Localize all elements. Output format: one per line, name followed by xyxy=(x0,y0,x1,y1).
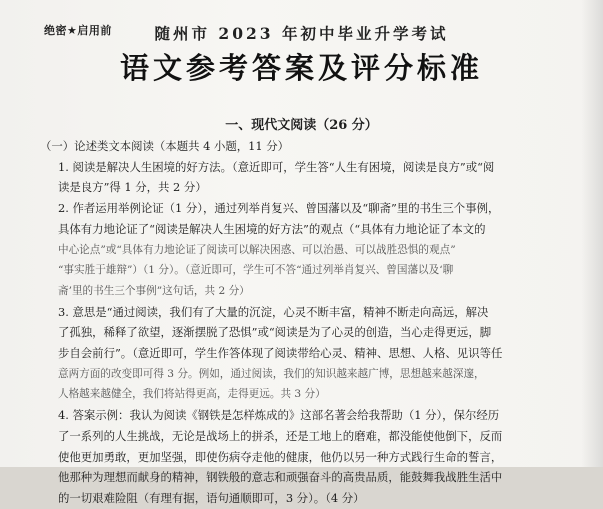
answer-2-line-3: 中心论点”或“具体有力地论证了阅读可以解决困惑、可以治愚、可以战胜恐惧的观点” xyxy=(58,243,456,256)
answer-3-line-3: 步自会前行”。（意近即可，学生作答体现了阅读带给心灵、精神、思想、人格、见识等任 xyxy=(58,346,503,361)
document-title: 语文参考答案及评分标准 xyxy=(119,51,483,85)
subsection-heading: （一）论述类文本阅读（本题共 4 小题，11 分） xyxy=(40,139,290,153)
answer-1-line-2: 读是良方”得 1 分，共 2 分） xyxy=(58,180,207,195)
section-heading: 一、现代文阅读（26 分） xyxy=(225,118,378,133)
answer-4-line-1: 4. 答案示例：我认为阅读《钢铁是怎样炼成的》这部名著会给我帮助（1 分），保尔经历 xyxy=(58,408,500,423)
exam-title: 随州市 2023 年初中毕业升学考试 xyxy=(154,24,449,43)
answer-4-line-2: 了一系列的人生挑战，无论是战场上的拼杀，还是工地上的磨难，都没能使他倒下，反而 xyxy=(58,428,503,443)
answer-content xyxy=(40,136,592,509)
answer-2-line-1: 2. 作者运用举例论证（1 分），通过列举肖复兴、曾国藩以及“聊斋”里的书生三个事例， xyxy=(58,201,500,216)
answer-2-line-4: “事实胜于雄辩”）（1 分）。（意近即可，学生可不答“通过列举肖复兴、曾国藩以及‘聊 xyxy=(58,264,454,277)
answer-2-line-2: 具体有力地论证了“阅读是解决人生困境的好方法”的观点（“具体有力地论证了本文的 xyxy=(58,221,486,236)
answer-3-line-1: 3. 意思是“通过阅读，我们有了大量的沉淀，心灵不断丰富，精神不断走向高远，解决 xyxy=(58,304,489,319)
answer-3-line-2: 了孤独，稀释了欲望，逐渐摆脱了恐惧”或“阅读是为了心灵的创造，当心走得更远，脚 xyxy=(58,325,492,340)
answer-4-line-4: 他那种为理想而献身的精神，钢铁般的意志和顽强奋斗的高贵品质，能鼓舞我战胜生活中 xyxy=(58,470,503,485)
answer-3-line-4: 意两方面的改变即可得 3 分。例如，通过阅读，我们的知识越来越广博，思想越来越深邃， xyxy=(58,367,485,380)
answer-4-line-5: 的一切艰难险阻（有理有据，语句通顺即可，3 分）。（4 分） xyxy=(58,490,365,505)
answer-1-line-1: 1. 阅读是解决人生困境的好方法。（意近即可，学生答“人生有困境，阅读是良方”或“阅 xyxy=(58,159,495,174)
answer-4-line-3: 使他更加勇敢，更加坚强，即使伤病夺走他的健康，他仍以另一种方式践行生命的誓言， xyxy=(58,449,503,464)
confidential-label: 绝密★启用前 xyxy=(44,24,112,37)
answer-3-line-5: 人格越来越健全，我们将站得更高，走得更远。共 3 分） xyxy=(58,388,326,401)
answer-2-line-5: 斋’里的书生三个事例”这句话，共 2 分） xyxy=(58,284,250,297)
